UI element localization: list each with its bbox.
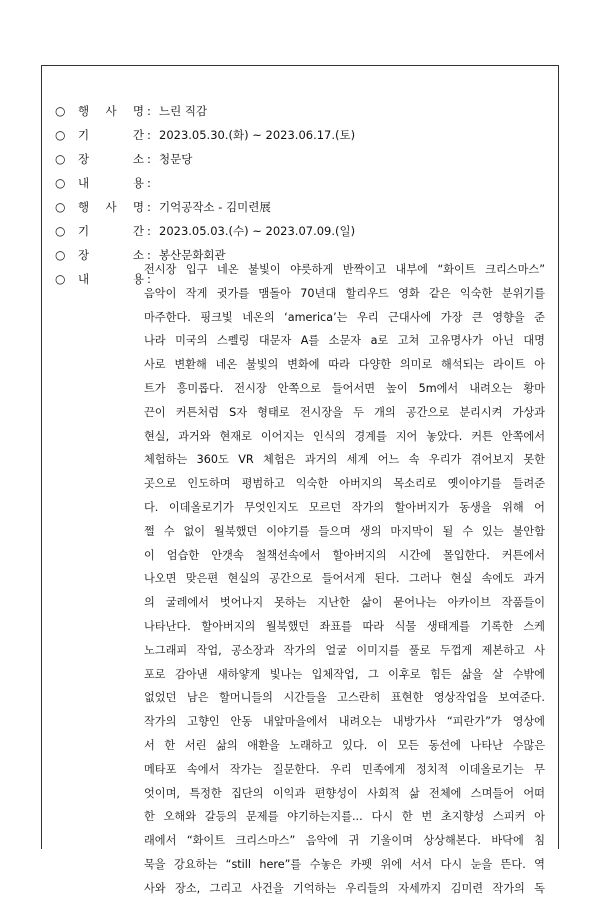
content-line: 트가 흥미롭다. 전시장 안쪽으로 들어서면 높이 5m에서 내려오는 황마	[144, 381, 545, 395]
colon: :	[147, 152, 151, 166]
content-line: 한 오해와 갈등의 문제를 야기하는지를... 다시 한 번 초지향성 스피커 아	[144, 810, 545, 824]
content-line: 없었던 남은 할머니들의 시간들을 고스란히 표현한 영상작업을 보여준다.	[144, 691, 545, 705]
content-line: 사로 변환해 네온 불빛의 변화에 따라 다양한 의미로 해석되는 라이트 아	[144, 358, 545, 372]
bullet-icon: ○	[55, 224, 66, 238]
content-line: 묵을 강요하는 “still here”를 수놓은 카펫 위에 서서 다시 눈을 뜬다. 역	[144, 857, 545, 871]
content-line: 메타포 속에서 작가는 질문한다. 우리 민족에게 정치적 이데올로기는 무	[144, 762, 545, 776]
colon: :	[147, 200, 151, 214]
content-line: 곳으로 인도하며 평범하고 익숙한 아버지의 목소리로 옛이야기를 들려준	[144, 477, 545, 491]
event1-content-row	[55, 171, 555, 195]
content-line: 사와 장소, 그리고 사건을 기억하는 우리들의 자세까지 김미련 작가의 독	[144, 881, 545, 895]
bullet-icon: ○	[55, 200, 66, 214]
colon: :	[147, 176, 151, 190]
content-line: 노그래피 작업, 공소장과 작가의 얼굴 이미지를 풀로 두껍게 제본하고 사	[144, 643, 545, 657]
label-place: 장 소	[78, 248, 144, 262]
event1-place: 청문당	[159, 152, 193, 166]
colon: :	[147, 128, 151, 142]
bullet-icon: ○	[55, 248, 66, 262]
event2-name-row	[55, 195, 555, 219]
content-line: 작가의 고향인 안동 내앞마을에서 내려오는 내방가사 “피란가”가 영상에	[144, 715, 545, 729]
content-line: 음악이 작게 귓가를 맴돌아 70년대 할리우드 영화 같은 익숙한 분위기를	[144, 286, 545, 300]
label-period: 기 간	[78, 224, 144, 238]
label-name: 행 사 명	[78, 104, 144, 118]
content-line: 의 굴레에서 벗어나지 못하는 지난한 삶이 묻어나는 아카이브 작품들이	[144, 596, 545, 610]
colon: :	[147, 248, 151, 262]
label-content: 내 용	[78, 272, 144, 286]
colon: :	[147, 104, 151, 118]
content-line: 체험하는 360도 VR 체험은 과거의 세계 어느 속 우리가 겪어보지 못한	[144, 453, 545, 467]
content-line: 포로 감아낸 새하얗게 빛나는 입체작업, 그 이후로 힘든 삶을 살 수밖에	[144, 667, 545, 681]
event2-place: 봉산문화회관	[159, 248, 226, 262]
bullet-icon: ○	[55, 176, 66, 190]
content-line: 나타난다. 할아버지의 월북했던 좌표를 따라 식물 생태계를 기록한 스케	[144, 619, 545, 633]
content-line: 서 한 서린 삶의 애환을 노래하고 있다. 이 모든 동선에 나타난 수많은	[144, 738, 545, 752]
content-line: 이 엄습한 안갯속 철책선속에서 할아버지의 시간에 몰입한다. 커튼에서	[144, 548, 545, 562]
content-line: 엇이며, 특정한 집단의 이익과 편향성이 사회적 삶 전체에 스며들어 어떠	[144, 786, 545, 800]
content-line: 나라 미국의 스펠링 대문자 A를 소문자 a로 고쳐 고유명사가 아닌 대명	[144, 334, 545, 348]
content-line: 전시장 입구 네온 불빛이 야릇하게 반짝이고 내부에 “화이트 크리스마스”	[144, 263, 545, 276]
content-line: 다. 이데올로기가 무엇인지도 모르던 작가의 할아버지가 동생을 위해 어	[144, 500, 545, 514]
event1-place-row	[55, 147, 555, 171]
content-line: 현실, 과거와 현재로 이어지는 인식의 경계를 지어 놓았다. 커튼 안쪽에서	[144, 429, 545, 443]
event1-period: 2023.05.30.(화) ~ 2023.06.17.(토)	[159, 128, 356, 142]
bullet-icon: ○	[55, 152, 66, 166]
bullet-icon: ○	[55, 128, 66, 142]
content-line: 마주한다. 핑크빛 네온의 ‘america’는 우리 근대사에 가장 큰 영향을 준	[144, 310, 545, 324]
bullet-icon: ○	[55, 272, 66, 286]
colon: :	[147, 224, 151, 238]
event2-period: 2023.05.03.(수) ~ 2023.07.09.(일)	[159, 224, 356, 238]
content-line: 래에서 “화이트 크리스마스” 음악에 귀 기울이며 상상해본다. 바닥에 침	[144, 834, 545, 848]
event1-period-row	[55, 123, 555, 147]
event1-name: 느린 직감	[159, 104, 208, 118]
bullet-icon: ○	[55, 104, 66, 118]
content-line: 쩔 수 없이 월북했던 이야기를 들으며 생의 마지막이 될 수 있는 불안함	[144, 524, 545, 538]
label-content: 내 용	[78, 176, 144, 190]
label-place: 장 소	[78, 152, 144, 166]
event1-name-row	[55, 99, 555, 123]
event2-content-paragraph	[144, 258, 545, 901]
label-name: 행 사 명	[78, 200, 144, 214]
colon: :	[147, 272, 151, 286]
label-period: 기 간	[78, 128, 144, 142]
event2-period-row	[55, 219, 555, 243]
event-block-1	[55, 99, 555, 195]
event2-name: 기억공작소 - 김미련展	[159, 200, 271, 214]
content-line: 끈이 커튼처럼 S자 형태로 전시장을 두 개의 공간으로 분리시켜 가상과	[144, 405, 545, 419]
content-line: 나오면 맞은편 현실의 공간으로 들어서게 된다. 그러나 현실 속에도 과거	[144, 572, 545, 586]
